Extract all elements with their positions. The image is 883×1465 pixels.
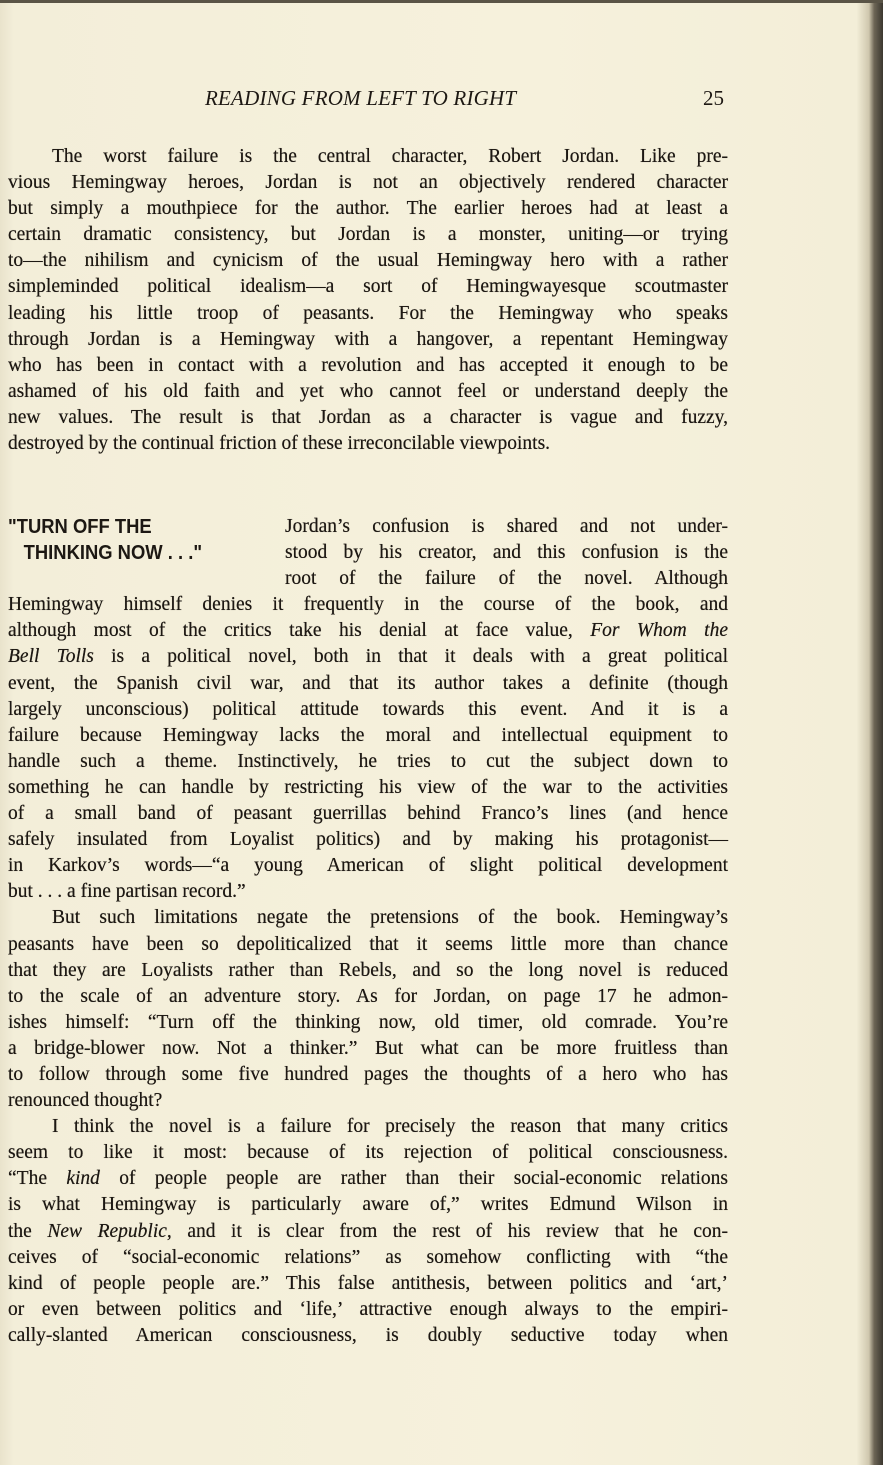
text-run: I think the novel is a failure for precisely the reason that many critics (52, 1116, 728, 1138)
text-line (8, 540, 728, 566)
text-line (8, 618, 728, 644)
text-run: ceives of “social-economic relations” as somehow conflicting with “the (8, 1246, 728, 1268)
text-run: is a political novel, both in that it deals with a great political (93, 646, 728, 668)
text-run: vious Hemingway heroes, Jordan is not an objectively rendered character (8, 172, 728, 194)
text-run: Hemingway himself denies it frequently in the course of the book, and (8, 594, 728, 616)
text-run: stood by his creator, and this confusion is the (285, 542, 728, 564)
text-line (8, 1010, 728, 1036)
text-run: “The (8, 1168, 67, 1190)
text-line (8, 801, 728, 827)
italic-title: kind (66, 1168, 100, 1190)
text-run: ashamed of his old faith and yet who cannot feel or understand deeply the (8, 380, 728, 402)
text-run: to the scale of an adventure story. As for Jordan, on page 17 he admon- (8, 985, 728, 1007)
section-turn-off-thinking (8, 514, 728, 1349)
text-run: or even between politics and ‘life,’ attractive enough always to the empiri- (8, 1298, 728, 1320)
text-run: simpleminded political idealism—a sort of Hemingwayesque scoutmaster (8, 276, 728, 298)
text-line (8, 353, 728, 379)
text-run: leading his little troop of peasants. For the Hemingway who speaks (8, 302, 728, 324)
text-line (8, 1245, 728, 1271)
side-heading-line: THINKING NOW . . ." (23, 542, 203, 564)
text-line (8, 1323, 728, 1349)
text-run: root of the failure of the novel. Although (285, 568, 728, 590)
text-line (8, 431, 728, 457)
text-run: largely unconscious) political attitude towards this event. And it is a (8, 698, 728, 720)
text-line (8, 1297, 728, 1323)
text-run: The worst failure is the central character, Robert Jordan. Like pre- (52, 146, 728, 167)
text-line (8, 566, 728, 592)
text-line (8, 905, 728, 931)
text-line (8, 1271, 728, 1297)
page-header (0, 86, 883, 114)
italic-title: Bell Tolls (8, 646, 94, 668)
page-number: 25 (703, 86, 724, 110)
text-line (8, 301, 728, 327)
text-line (8, 379, 728, 405)
text-run: Jordan’s confusion is shared and not under- (285, 516, 728, 537)
text-line (8, 644, 728, 670)
page-top-edge (0, 0, 883, 3)
text-run: and it is clear from the rest of his review that he con- (171, 1220, 728, 1242)
text-run: safely insulated from Loyalist politics) and by making his protagonist— (8, 829, 728, 851)
text-run: but simply a mouthpiece for the author. The earlier heroes had at least a (8, 198, 728, 220)
text-line (8, 775, 728, 801)
text-run: to follow through some five hundred pages the thoughts of a hero who has (8, 1063, 728, 1085)
text-line (8, 1062, 728, 1088)
text-line (8, 1088, 728, 1114)
text-run: of people people are rather than their social-economic relations (99, 1168, 728, 1190)
text-line (8, 853, 728, 879)
text-run: to—the nihilism and cynicism of the usual Hemingway hero with a rather (8, 250, 728, 272)
text-line (8, 327, 728, 353)
text-line (8, 592, 728, 618)
italic-title: For Whom the (590, 620, 728, 642)
text-run: through Jordan is a Hemingway with a hangover, a repentant Hemingway (8, 328, 728, 350)
text-run: handle such a theme. Instinctively, he tries to cut the subject down to (8, 750, 728, 772)
text-line (8, 697, 728, 723)
running-title: READING FROM LEFT TO RIGHT (205, 86, 517, 110)
text-run: event, the Spanish civil war, and that its author takes a definite (though (8, 672, 728, 694)
text-line (8, 723, 728, 749)
text-line (8, 879, 728, 905)
text-line (8, 405, 728, 431)
text-line (8, 1036, 728, 1062)
text-run: kind of people people are.” This false antithesis, between politics and ‘art,’ (8, 1272, 728, 1294)
text-run: the (8, 1220, 48, 1242)
text-run: that they are Loyalists rather than Rebels, and so the long novel is reduced (8, 959, 728, 981)
text-line (8, 274, 728, 300)
text-run: a bridge-blower now. Not a thinker.” But what can be more fruitless than (8, 1037, 728, 1059)
text-line (8, 1114, 728, 1140)
text-line (8, 984, 728, 1010)
text-run: renounced thought? (8, 1090, 163, 1112)
text-line (8, 749, 728, 775)
text-line (8, 1192, 728, 1218)
text-line (8, 196, 728, 222)
text-run: failure because Hemingway lacks the moral and intellectual equipment to (8, 724, 728, 746)
text-line (8, 248, 728, 274)
text-line (8, 1140, 728, 1166)
text-run: in Karkov’s words—“a young American of slight political development (8, 855, 728, 877)
side-heading-line: "TURN OFF THE (8, 516, 152, 538)
text-run: something he can handle by restricting his view of the war to the activities (8, 776, 728, 798)
text-line (8, 1219, 728, 1245)
text-run: although most of the critics take his denial at face value, (8, 620, 591, 642)
italic-title: New Republic, (47, 1220, 172, 1242)
text-run: But such limitations negate the pretensions of the book. Hemingway’s (52, 907, 728, 929)
text-line (8, 1166, 728, 1192)
text-line (8, 170, 728, 196)
text-run: of a small band of peasant guerrillas behind Franco’s lines (and hence (8, 803, 728, 825)
text-run: who has been in contact with a revolution and has accepted it enough to be (8, 354, 728, 376)
text-line (8, 222, 728, 248)
text-run: cally-slanted American consciousness, is doubly seductive today when (8, 1324, 728, 1346)
text-line (8, 958, 728, 984)
paragraph-jordan-failure (8, 144, 728, 457)
text-run: but . . . a fine partisan record.” (8, 881, 246, 903)
text-line (8, 932, 728, 958)
text-line (8, 514, 728, 540)
text-run: certain dramatic consistency, but Jordan is a monster, uniting—or trying (8, 224, 728, 246)
text-run: new values. The result is that Jordan as a character is vague and fuzzy, (8, 406, 728, 428)
text-run: is what Hemingway is particularly aware of,” writes Edmund Wilson in (8, 1194, 728, 1216)
text-run: seem to like it most: because of its rejection of political consciousness. (8, 1142, 728, 1164)
text-run: ishes himself: “Turn off the thinking now, old timer, old comrade. You’re (8, 1011, 728, 1033)
text-run: destroyed by the continual friction of these irreconcilable viewpoints. (8, 433, 551, 455)
text-line (8, 144, 728, 170)
text-line (8, 671, 728, 697)
text-run: peasants have been so depoliticalized that it seems little more than chance (8, 933, 728, 955)
text-line (8, 827, 728, 853)
